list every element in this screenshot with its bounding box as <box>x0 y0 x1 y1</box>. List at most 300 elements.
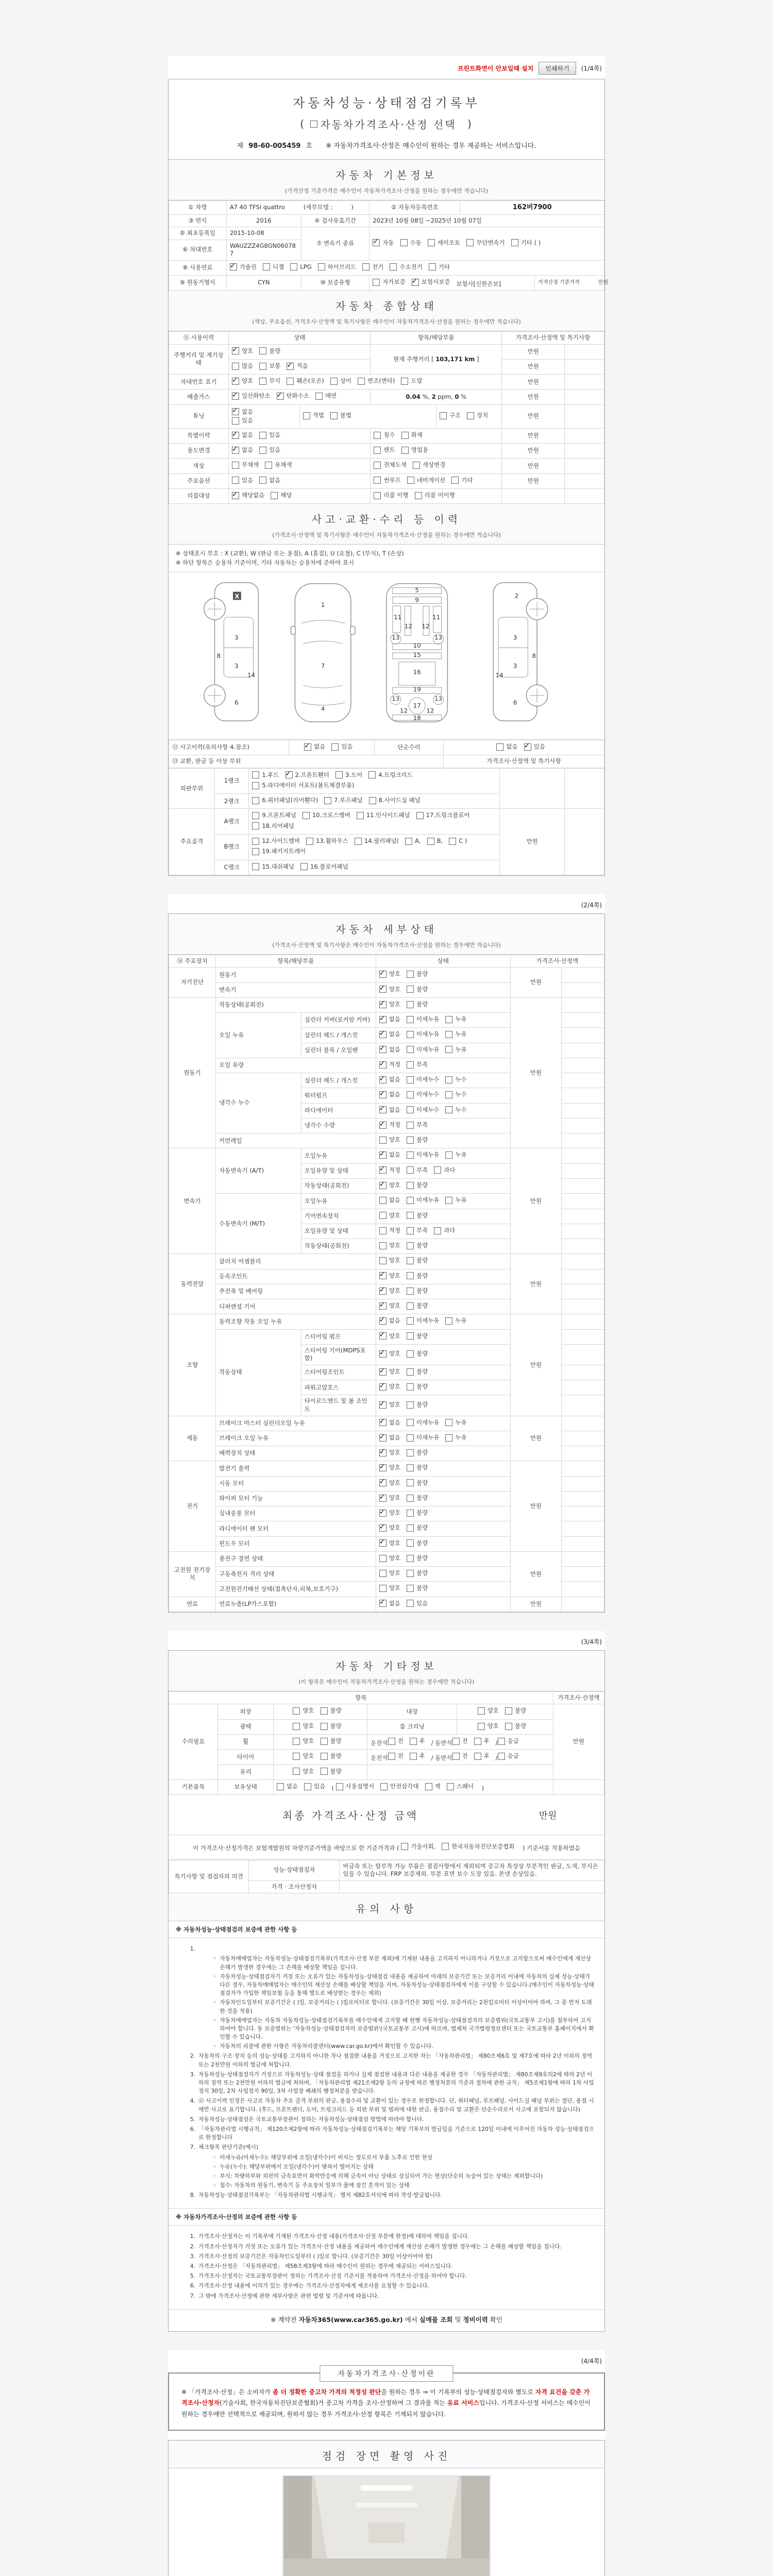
checkbox[interactable] <box>259 477 266 484</box>
checkbox[interactable] <box>440 412 447 419</box>
checkbox[interactable] <box>232 462 239 469</box>
checkbox[interactable] <box>321 1768 328 1775</box>
checkbox[interactable] <box>259 378 266 385</box>
checkbox[interactable] <box>449 838 456 845</box>
checkbox[interactable] <box>407 1046 414 1053</box>
checkbox[interactable] <box>259 447 266 454</box>
checkbox[interactable] <box>252 797 259 804</box>
checkbox[interactable] <box>293 1753 300 1760</box>
checkbox[interactable] <box>425 1783 432 1790</box>
checkbox[interactable] <box>379 1046 386 1053</box>
checkbox[interactable] <box>379 1495 386 1502</box>
notice-item: 4. 가격조사·산정은 「자동차관리법」 제58조제3항에 따라 매수인이 원하는 경우에 제공되는 서비스입니다. <box>190 2263 453 2270</box>
checkbox[interactable] <box>415 492 422 499</box>
notice-item: 5. 자동차성능·상태점검은 국토교통부장관이 정하는 자동차성능·상태점검 방법에 따라야 합니다. <box>190 2115 424 2123</box>
table-cell: 기본품목 <box>169 1780 218 1794</box>
checkbox[interactable] <box>287 363 294 370</box>
table-cell: 만원 <box>510 1461 561 1552</box>
checkbox-option <box>374 446 395 454</box>
checkbox-option <box>416 811 470 820</box>
checkbox[interactable] <box>379 1182 386 1189</box>
checkbox[interactable] <box>252 822 259 829</box>
checkbox[interactable] <box>277 1783 284 1790</box>
checkbox[interactable] <box>330 378 338 385</box>
checkbox[interactable] <box>407 1001 414 1008</box>
checkbox[interactable] <box>285 771 293 778</box>
checkbox[interactable] <box>407 1479 414 1486</box>
table-cell <box>299 404 436 428</box>
checkbox[interactable] <box>413 462 420 469</box>
checkbox[interactable] <box>373 279 380 286</box>
checkbox[interactable] <box>447 1783 454 1790</box>
table-cell: 만원 <box>510 1254 561 1314</box>
checkbox[interactable] <box>300 863 308 870</box>
checkbox[interactable] <box>379 1166 386 1174</box>
checkbox-label: 수소전기 <box>399 263 423 270</box>
checkbox[interactable] <box>379 1419 386 1426</box>
checkbox[interactable] <box>407 1510 414 1517</box>
checkbox-option <box>407 1046 439 1054</box>
checkbox[interactable] <box>252 863 259 870</box>
checkbox[interactable] <box>467 412 474 419</box>
checkbox[interactable] <box>388 1753 395 1760</box>
checkbox[interactable] <box>379 1510 386 1517</box>
checkbox[interactable] <box>315 393 323 400</box>
checkbox[interactable] <box>232 347 239 354</box>
checkbox-label: 매연 <box>325 392 337 400</box>
checkbox[interactable] <box>321 1723 328 1730</box>
checkbox[interactable] <box>232 393 239 400</box>
checkbox-label: 11.인사이드패널 <box>366 811 410 819</box>
table-cell <box>376 982 510 997</box>
checkbox[interactable] <box>427 838 434 845</box>
checkbox-label: 있음 <box>241 476 254 484</box>
checkbox[interactable] <box>407 1031 414 1038</box>
checkbox[interactable] <box>401 432 409 439</box>
checkbox-option <box>445 1106 466 1114</box>
checkbox-label: 누유 <box>455 1196 467 1204</box>
checkbox[interactable] <box>271 492 278 499</box>
checkbox[interactable] <box>498 1753 505 1760</box>
checkbox[interactable] <box>429 263 436 270</box>
table-cell: 리콜대상 <box>169 488 229 503</box>
notice-sec2-body <box>169 2226 604 2309</box>
table-row <box>169 344 604 359</box>
checkbox[interactable] <box>407 1524 414 1532</box>
checkbox[interactable] <box>379 1479 386 1486</box>
checkbox[interactable] <box>232 417 239 425</box>
checkbox[interactable] <box>407 1106 414 1113</box>
checkbox[interactable] <box>232 477 239 484</box>
checkbox-label: 후 <box>419 1737 425 1745</box>
checkbox[interactable] <box>407 1197 414 1204</box>
checkbox[interactable] <box>368 771 376 778</box>
checkbox[interactable] <box>407 1212 414 1219</box>
checkbox[interactable] <box>358 378 365 385</box>
checkbox[interactable] <box>379 1539 386 1547</box>
checkbox[interactable] <box>336 1783 343 1790</box>
print-button[interactable]: 인쇄하기 <box>539 62 576 75</box>
checkbox-label: 없음 <box>389 1418 400 1426</box>
checkbox[interactable] <box>410 1753 417 1760</box>
checkbox-label: 없음 <box>389 1030 400 1038</box>
checkbox[interactable] <box>232 432 239 439</box>
checkbox-option <box>445 1419 466 1427</box>
checkbox[interactable] <box>407 1076 414 1083</box>
checkbox[interactable] <box>407 1419 414 1426</box>
checkbox[interactable] <box>374 447 381 454</box>
checkbox[interactable] <box>407 1166 414 1174</box>
checkbox[interactable] <box>379 1401 386 1409</box>
checkbox[interactable] <box>379 1151 386 1159</box>
checkbox[interactable] <box>445 1031 452 1038</box>
checkbox[interactable] <box>445 1434 452 1442</box>
checkbox[interactable] <box>407 1383 414 1391</box>
checkbox[interactable] <box>407 1227 414 1234</box>
checkbox[interactable] <box>407 1182 414 1189</box>
checkbox[interactable] <box>252 812 259 819</box>
checkbox[interactable] <box>373 239 380 246</box>
checkbox[interactable] <box>379 1197 386 1204</box>
checkbox-option <box>374 461 406 469</box>
checkbox[interactable] <box>474 1738 481 1745</box>
checkbox[interactable] <box>401 1843 408 1850</box>
checkbox[interactable] <box>379 1061 386 1069</box>
checkbox-label: 있음 <box>241 417 254 425</box>
panel-number: 11 <box>432 613 441 621</box>
doc-number: 98-60-005459 <box>248 142 301 150</box>
checkbox[interactable] <box>321 1753 328 1760</box>
checkbox[interactable] <box>407 971 414 978</box>
checkbox[interactable] <box>445 1091 452 1098</box>
checkbox[interactable] <box>379 1368 386 1376</box>
checkbox[interactable] <box>232 378 239 385</box>
checkbox-option <box>303 412 324 420</box>
checkbox[interactable] <box>362 263 369 270</box>
checkbox[interactable] <box>434 1166 441 1174</box>
checkbox[interactable] <box>230 263 237 270</box>
checkbox[interactable] <box>379 1031 386 1038</box>
checkbox[interactable] <box>451 477 459 484</box>
checkbox[interactable] <box>416 812 424 819</box>
checkbox[interactable] <box>379 1106 386 1113</box>
checkbox-label: 불량 <box>416 1569 428 1577</box>
checkbox[interactable] <box>407 1122 414 1129</box>
checkbox-option <box>434 1227 455 1235</box>
checkbox-option <box>379 1091 400 1099</box>
checkbox-option <box>401 1842 435 1851</box>
checkbox[interactable] <box>379 1317 386 1325</box>
checkbox[interactable] <box>445 1046 452 1053</box>
checkbox-label: 12.사이드멤버 <box>262 837 300 844</box>
checkbox[interactable] <box>277 393 284 400</box>
table-cell: 시동 모터 <box>216 1476 376 1491</box>
checkbox[interactable] <box>407 1332 414 1340</box>
checkbox[interactable] <box>401 378 408 385</box>
checkbox[interactable] <box>412 279 419 286</box>
checkbox[interactable] <box>380 1783 388 1790</box>
checkbox-option <box>379 1539 400 1548</box>
checkbox[interactable] <box>498 1738 505 1745</box>
checkbox[interactable] <box>407 477 414 484</box>
checkbox[interactable] <box>505 1723 512 1730</box>
checkbox[interactable] <box>434 1227 441 1234</box>
checkbox[interactable] <box>445 1016 452 1023</box>
checkbox[interactable] <box>306 838 313 845</box>
checkbox[interactable] <box>379 1570 386 1577</box>
checkbox[interactable] <box>379 1287 386 1295</box>
checkbox[interactable] <box>293 1707 300 1715</box>
checkbox-label: 없음 <box>506 742 518 750</box>
final-price-row <box>169 1795 604 1835</box>
checkbox[interactable] <box>505 1707 512 1715</box>
checkbox[interactable] <box>355 838 362 845</box>
checkbox[interactable] <box>410 1738 417 1745</box>
table-row <box>169 444 604 459</box>
table-cell: 추진축 및 베어링 <box>216 1284 376 1299</box>
checkbox-label: 없음 <box>241 446 254 454</box>
checkbox[interactable] <box>263 263 270 270</box>
checkbox[interactable] <box>379 1016 386 1023</box>
checkbox[interactable] <box>407 1585 414 1592</box>
checkbox[interactable] <box>452 1753 460 1760</box>
checkbox[interactable] <box>379 1464 386 1471</box>
checkbox[interactable] <box>445 1419 452 1426</box>
checkbox[interactable] <box>407 1368 414 1376</box>
checkbox[interactable] <box>407 1272 414 1279</box>
checkbox[interactable] <box>445 1151 452 1159</box>
checkbox-option <box>440 412 461 420</box>
checkbox[interactable] <box>259 347 266 354</box>
section-etc-note: (이 항목은 매수인이 자동차가격조사·산정을 원하는 경우에만 적습니다) <box>298 1678 475 1685</box>
table-cell: 유리 <box>218 1765 274 1780</box>
checkbox-option <box>379 1227 400 1235</box>
checkbox[interactable] <box>310 121 317 128</box>
checkbox[interactable] <box>407 1495 414 1502</box>
checkbox[interactable] <box>303 812 310 819</box>
checkbox-option <box>252 822 294 831</box>
checkbox[interactable] <box>321 1738 328 1745</box>
checkbox[interactable] <box>379 1332 386 1340</box>
checkbox-option <box>407 1350 428 1358</box>
checkbox[interactable] <box>379 1242 386 1249</box>
table-cell <box>565 375 604 389</box>
checkbox[interactable] <box>390 263 397 270</box>
checkbox[interactable] <box>407 1061 414 1069</box>
checkbox-label: 누유 <box>455 1317 467 1325</box>
checkbox[interactable] <box>259 363 266 370</box>
checkbox-option <box>412 278 450 286</box>
checkbox[interactable] <box>496 743 503 751</box>
checkbox-label: 미세누유 <box>416 1317 440 1325</box>
checkbox[interactable] <box>401 447 409 454</box>
checkbox[interactable] <box>374 432 381 439</box>
checkbox[interactable] <box>293 1768 300 1775</box>
checkbox[interactable] <box>232 492 239 499</box>
checkbox[interactable] <box>379 1272 386 1279</box>
checkbox[interactable] <box>407 1302 414 1310</box>
checkbox[interactable] <box>321 1707 328 1715</box>
checkbox[interactable] <box>407 1242 414 1249</box>
checkbox[interactable] <box>445 1317 452 1325</box>
checkbox-option <box>478 1722 499 1731</box>
checkbox[interactable] <box>524 743 531 751</box>
table-cell <box>376 1506 510 1521</box>
checkbox[interactable] <box>330 412 338 419</box>
checkbox[interactable] <box>232 447 239 454</box>
checkbox[interactable] <box>379 1122 386 1129</box>
checkbox[interactable] <box>407 1257 414 1264</box>
table-cell <box>376 968 510 982</box>
checkbox-label: 누수 <box>455 1106 467 1113</box>
checkbox[interactable] <box>379 1600 386 1607</box>
etc-info-table <box>169 1691 604 1795</box>
checkbox[interactable] <box>331 743 339 751</box>
checkbox[interactable] <box>379 1555 386 1562</box>
checkbox[interactable] <box>379 1076 386 1083</box>
checkbox[interactable] <box>407 1016 414 1023</box>
checkbox[interactable] <box>293 1738 300 1745</box>
panel-number: 13 <box>392 634 400 641</box>
checkbox[interactable] <box>442 1843 449 1850</box>
table-cell: 원동기 <box>216 968 376 982</box>
checkbox-label: 부족 <box>416 1060 428 1068</box>
panel-number: 6 <box>513 699 517 706</box>
checkbox[interactable] <box>304 1783 311 1790</box>
table-cell: 오일유량 및 상태 <box>301 1224 376 1239</box>
checkbox[interactable] <box>318 263 325 270</box>
table-cell: 162버7900 <box>460 201 604 215</box>
checkbox[interactable] <box>445 1197 452 1204</box>
checkbox[interactable] <box>466 239 474 246</box>
checkbox[interactable] <box>400 239 408 246</box>
checkbox[interactable] <box>474 1753 481 1760</box>
checkbox[interactable] <box>445 1106 452 1113</box>
checkbox[interactable] <box>293 1723 300 1730</box>
checkbox[interactable] <box>303 412 310 419</box>
checkbox[interactable] <box>374 492 381 499</box>
checkbox[interactable] <box>379 1449 386 1456</box>
checkbox[interactable] <box>407 1317 414 1325</box>
checkbox[interactable] <box>407 1151 414 1159</box>
checkbox-option <box>407 1166 428 1175</box>
checkbox[interactable] <box>374 477 381 484</box>
checkbox[interactable] <box>232 408 239 415</box>
checkbox[interactable] <box>407 1287 414 1295</box>
checkbox[interactable] <box>452 1738 460 1745</box>
checkbox[interactable] <box>259 432 266 439</box>
checkbox[interactable] <box>388 1738 395 1745</box>
checkbox[interactable] <box>379 1137 386 1144</box>
checkbox[interactable] <box>379 1350 386 1358</box>
checkbox[interactable] <box>511 239 518 246</box>
table-row <box>169 1416 604 1431</box>
checkbox[interactable] <box>407 1137 414 1144</box>
checkbox[interactable] <box>252 771 259 778</box>
checkbox[interactable] <box>379 1212 386 1219</box>
checkbox-option <box>407 1001 428 1009</box>
table-cell: 오일 유량 <box>216 1058 376 1073</box>
checkbox-option <box>407 986 428 994</box>
checkbox[interactable] <box>379 1091 386 1098</box>
table-cell <box>444 740 604 755</box>
checkbox[interactable] <box>379 971 386 978</box>
table-cell <box>562 1118 604 1133</box>
checkbox[interactable] <box>407 1555 414 1562</box>
checkbox[interactable] <box>379 1001 386 1008</box>
checkbox-label: 기타 <box>461 476 473 484</box>
checkbox[interactable] <box>357 812 364 819</box>
checkbox[interactable] <box>369 797 376 804</box>
checkbox-label: 불량 <box>416 1464 428 1471</box>
checkbox[interactable] <box>405 838 412 845</box>
checkbox[interactable] <box>407 1464 414 1471</box>
checkbox[interactable] <box>335 771 343 778</box>
checkbox[interactable] <box>478 1707 485 1715</box>
checkbox[interactable] <box>287 378 294 385</box>
checkbox-option <box>379 1600 400 1608</box>
table-cell: 냉각수 수량 <box>301 1118 376 1133</box>
checkbox[interactable] <box>379 986 386 993</box>
checkbox[interactable] <box>407 1401 414 1409</box>
checkbox[interactable] <box>379 1524 386 1532</box>
checkbox[interactable] <box>324 797 331 804</box>
checkbox[interactable] <box>379 1257 386 1264</box>
table-cell <box>376 1521 510 1536</box>
checkbox[interactable] <box>265 462 272 469</box>
checkbox[interactable] <box>379 1383 386 1391</box>
table-cell <box>376 1299 510 1314</box>
table-cell <box>228 389 370 404</box>
checkbox[interactable] <box>407 1600 414 1607</box>
checkbox[interactable] <box>478 1723 485 1730</box>
checkbox[interactable] <box>445 1076 452 1083</box>
checkbox[interactable] <box>407 986 414 993</box>
checkbox[interactable] <box>407 1539 414 1547</box>
table-cell <box>228 444 370 459</box>
checkbox[interactable] <box>252 848 259 855</box>
checkbox[interactable] <box>232 363 239 370</box>
checkbox[interactable] <box>407 1449 414 1456</box>
checkbox[interactable] <box>379 1227 386 1234</box>
checkbox-label: 불량 <box>416 1181 428 1189</box>
table-cell <box>565 404 604 428</box>
checkbox[interactable] <box>407 1434 414 1442</box>
checkbox-option <box>379 1368 400 1376</box>
checkbox-option <box>379 1449 400 1457</box>
checkbox-option <box>304 743 325 751</box>
checkbox[interactable] <box>379 1434 386 1442</box>
checkbox[interactable] <box>407 1570 414 1577</box>
checkbox[interactable] <box>252 838 259 845</box>
checkbox-label: 미세누유 <box>416 1196 440 1204</box>
checkbox[interactable] <box>290 263 297 270</box>
checkbox[interactable] <box>252 782 259 789</box>
checkbox-option <box>407 1401 428 1409</box>
table-cell: 만원 <box>502 359 565 374</box>
table-cell: 변속기 <box>216 982 376 997</box>
checkbox[interactable] <box>407 1350 414 1358</box>
checkbox-option <box>285 771 330 779</box>
checkbox[interactable] <box>407 1091 414 1098</box>
checkbox[interactable] <box>379 1302 386 1310</box>
table-cell: 가격조사·산정액 <box>510 955 604 968</box>
checkbox[interactable] <box>374 462 381 469</box>
checkbox[interactable] <box>428 239 435 246</box>
notice-sec2-title: ※ 자동차가격조사·산정의 보증에 관한 사항 등 <box>169 2209 604 2226</box>
checkbox[interactable] <box>379 1585 386 1592</box>
checkbox[interactable] <box>304 743 311 751</box>
